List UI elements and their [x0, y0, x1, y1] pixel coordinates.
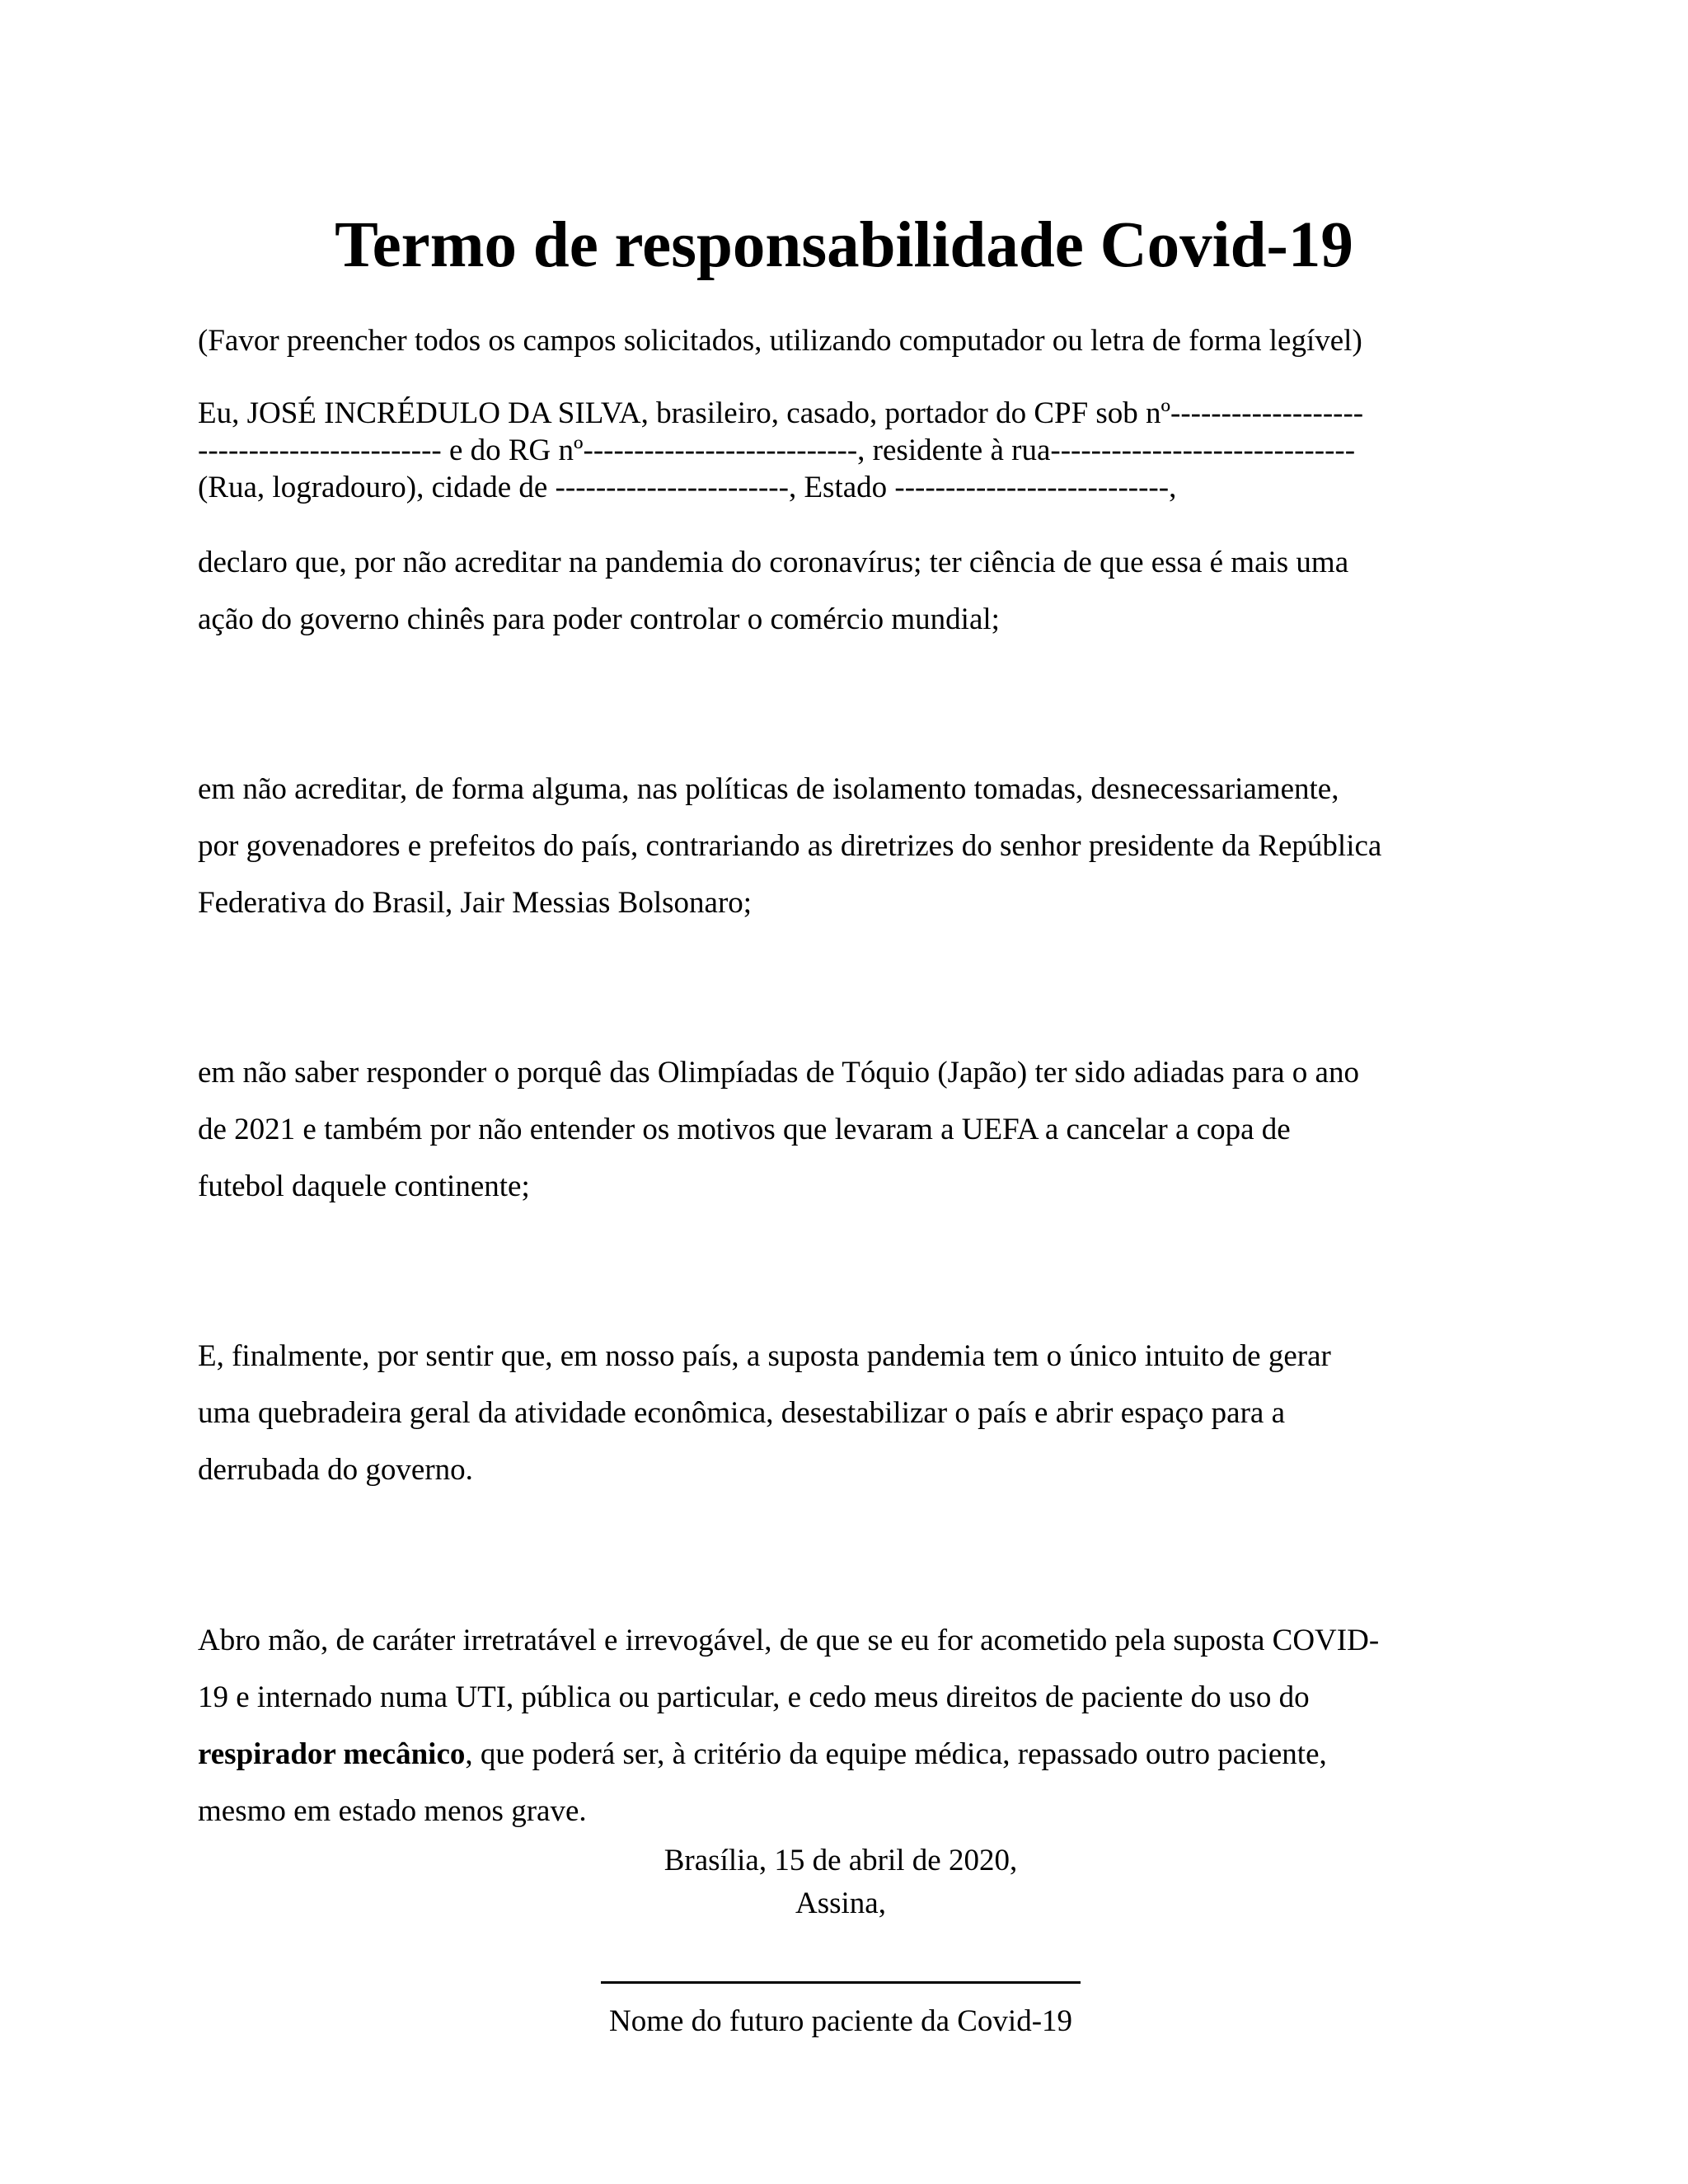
intro-line: ------------------------ e do RG nº---------------------------, residente à rua------------------------------: [198, 434, 1356, 467]
paragraph-economy: [198, 1328, 1484, 1498]
paragraph-line: por govenadores e prefeitos do país, contrariando as diretrizes do senhor presidente da República: [198, 829, 1382, 863]
paragraph-line: 19 e internado numa UTI, pública ou particular, e cedo meus direitos de paciente do uso do: [198, 1680, 1310, 1714]
declarant-identification: [198, 395, 1484, 506]
paragraph-line: em não saber responder o porquê das Olimpíadas de Tóquio (Japão) ter sido adiadas para o ano: [198, 1056, 1359, 1090]
paragraph-olympics: [198, 1044, 1484, 1215]
signature-caption: Nome do futuro paciente da Covid-19: [608, 2004, 1073, 2038]
paragraph-line: de 2021 e também por não entender os motivos que levaram a UEFA a cancelar a copa de: [198, 1113, 1291, 1146]
paragraph-line: declaro que, por não acreditar na pandemia do coronavírus; ter ciência de que essa é mais uma: [198, 546, 1349, 579]
intro-line: (Rua, logradouro), cidade de -----------------------, Estado ---------------------------,: [198, 471, 1177, 504]
bold-term: respirador mecânico: [198, 1737, 466, 1771]
document-title: Termo de responsabilidade Covid-19: [335, 209, 1353, 281]
paragraph-isolation: [198, 761, 1484, 931]
paragraph-declaration: [198, 534, 1484, 648]
document-body: [198, 321, 1484, 2043]
paragraph-line: derrubada do governo.: [198, 1453, 473, 1487]
instructions-text: (Favor preencher todos os campos solicitados, utilizando computador ou letra de forma legível): [198, 324, 1362, 358]
date-place: Brasília, 15 de abril de 2020,: [663, 1844, 1018, 1877]
paragraph-line: em não acreditar, de forma alguma, nas políticas de isolamento tomadas, desnecessariamente,: [198, 772, 1339, 806]
paragraph-line: Federativa do Brasil, Jair Messias Bolsonaro;: [198, 886, 753, 920]
paragraph-line: ação do governo chinês para poder controlar o comércio mundial;: [198, 602, 1000, 636]
paragraph-line: [198, 1726, 1484, 1783]
signature-line: [601, 1981, 1081, 1984]
paragraph-line: mesmo em estado menos grave.: [198, 1794, 587, 1828]
paragraph-line-rest: , que poderá ser, à critério da equipe médica, repassado outro paciente,: [465, 1737, 1327, 1771]
intro-line: Eu, JOSÉ INCRÉDULO DA SILVA, brasileiro, casado, portador do CPF sob nº-------------------: [198, 396, 1364, 430]
paragraph-waiver: [198, 1612, 1484, 1840]
sign-label: Assina,: [795, 1886, 886, 1920]
paragraph-line: E, finalmente, por sentir que, em nosso país, a suposta pandemia tem o único intuito de gerar: [198, 1339, 1331, 1373]
paragraph-line: uma quebradeira geral da atividade econômica, desestabilizar o país e abrir espaço para a: [198, 1396, 1286, 1430]
paragraph-line: futebol daquele continente;: [198, 1169, 530, 1203]
paragraph-line: Abro mão, de caráter irretratável e irrevogável, de que se eu for acometido pela suposta COVID-: [198, 1624, 1380, 1657]
